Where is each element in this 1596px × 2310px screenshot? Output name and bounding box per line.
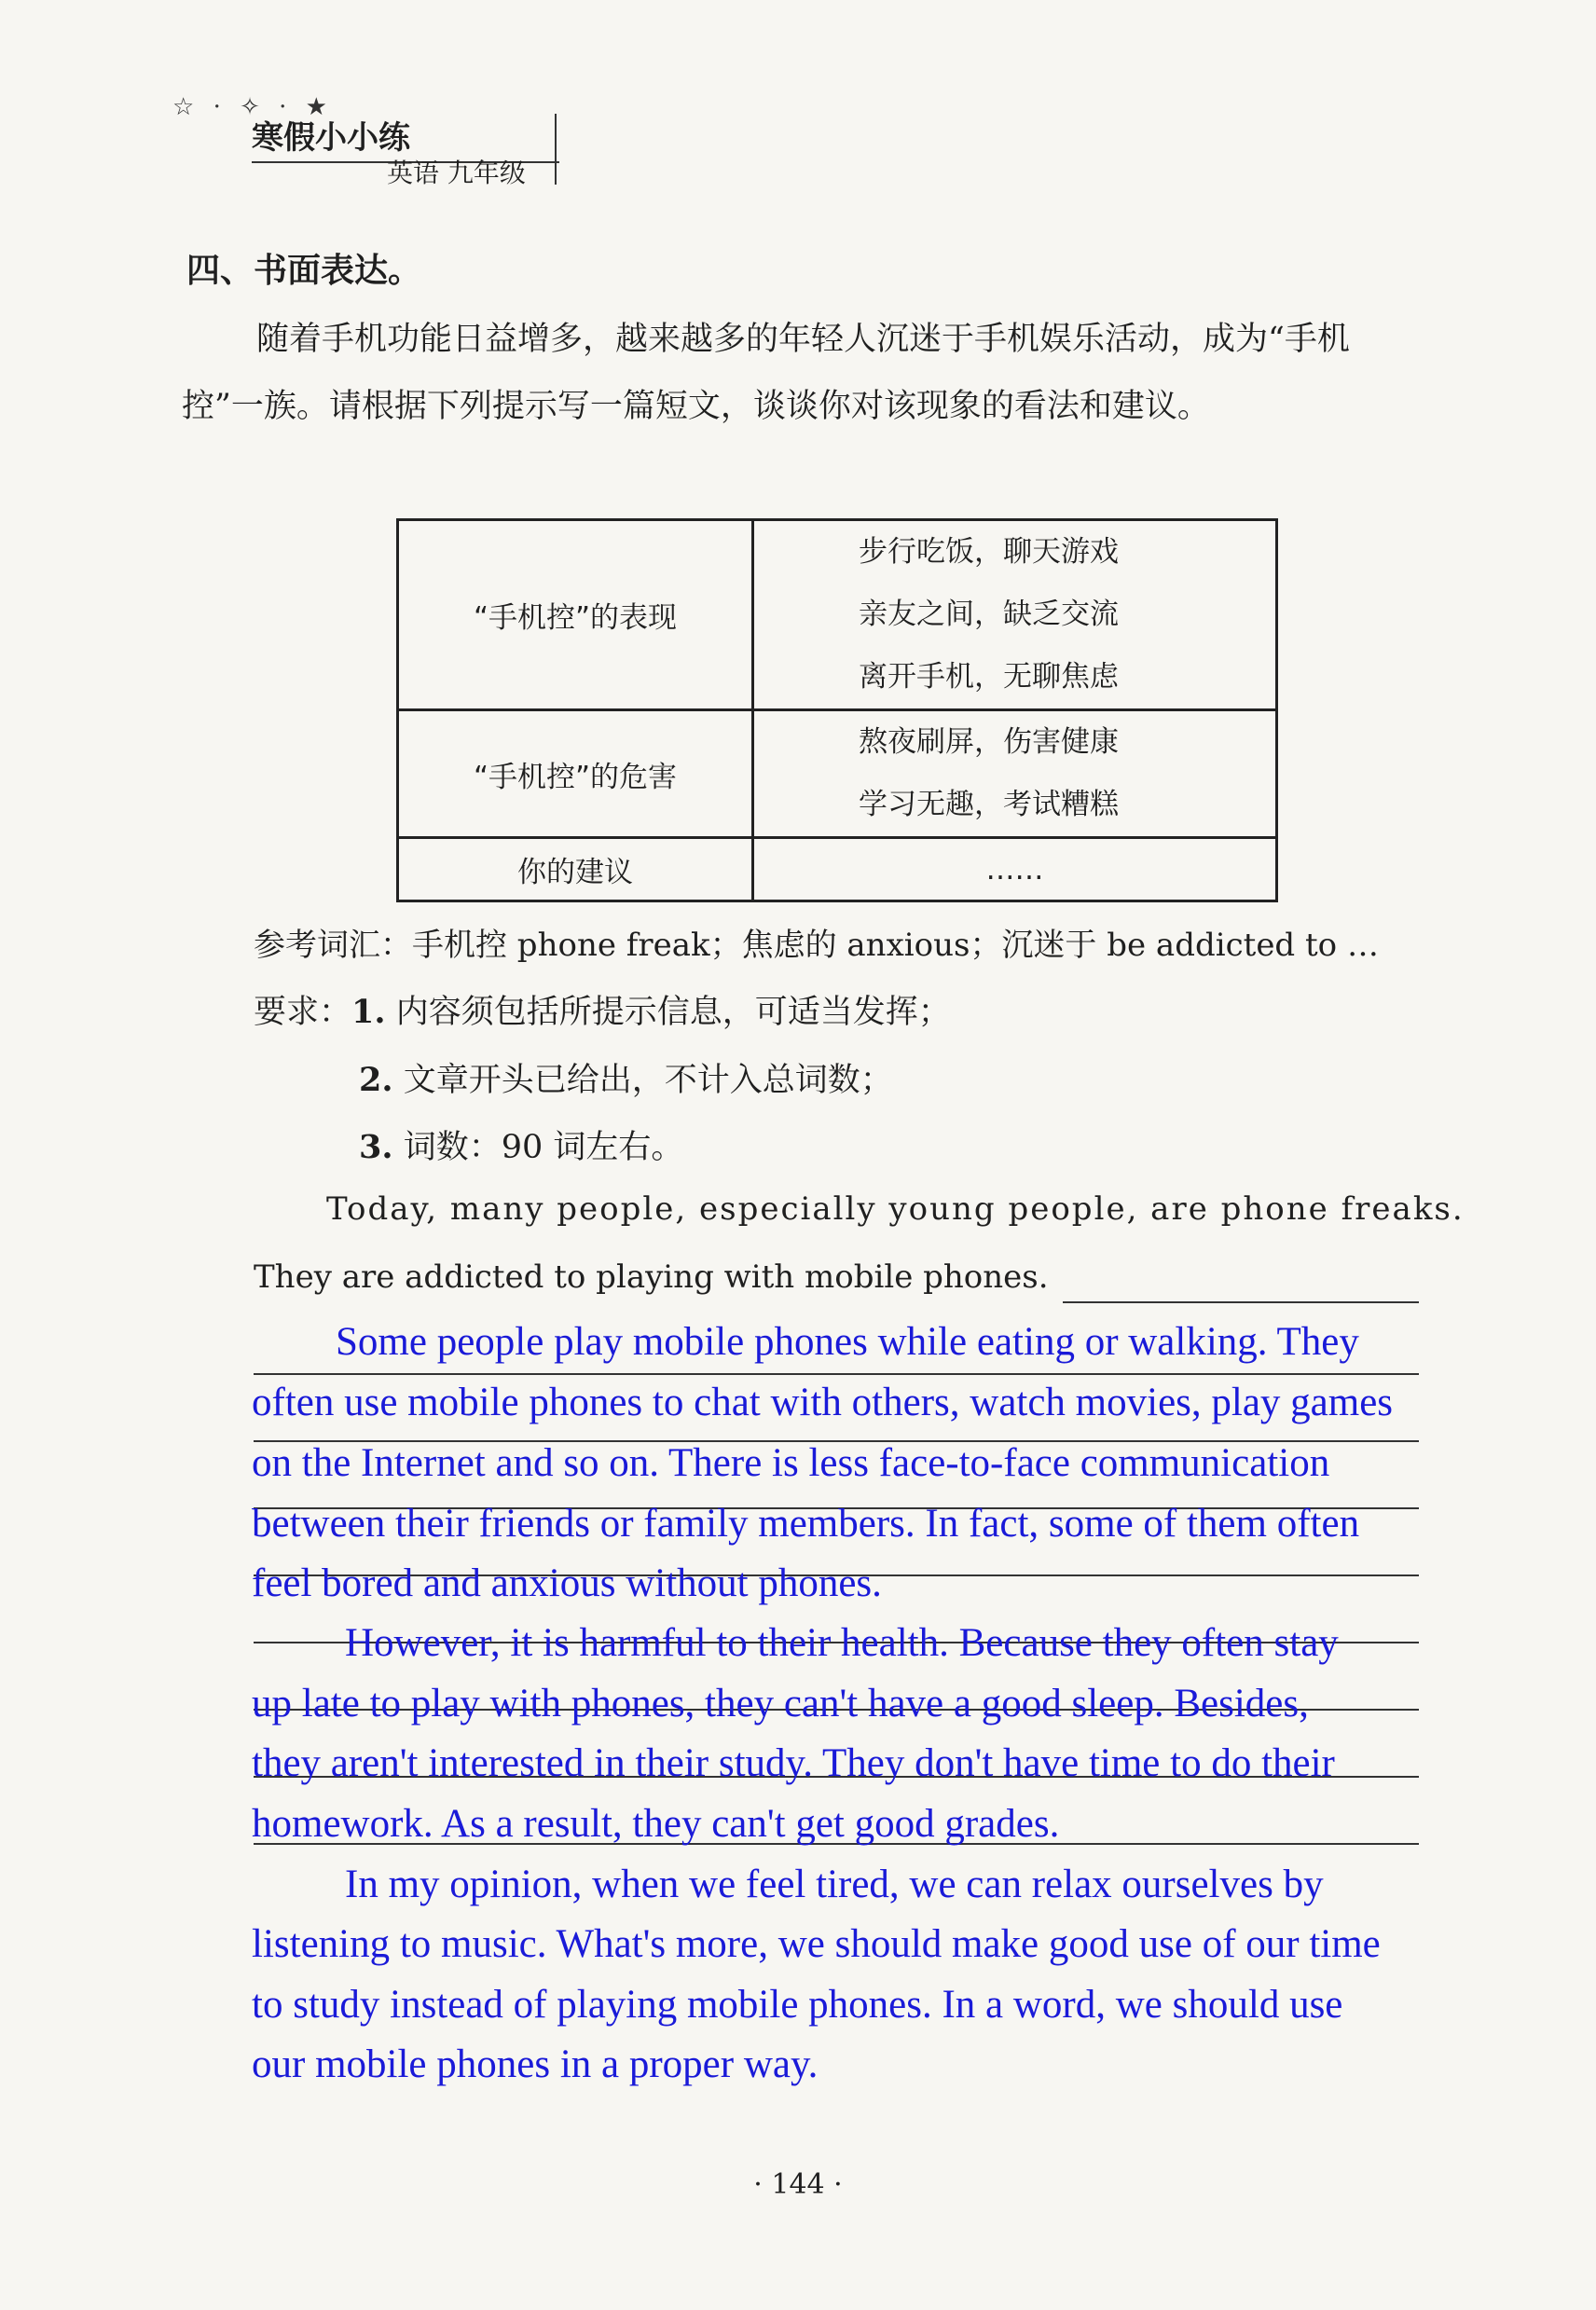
answer-line: Some people play mobile phones while eating or walking. They [336,1320,1359,1364]
requirement-2 [359,1054,893,1101]
essay-start-line-2: They are addicted to playing with mobile phones. [254,1258,1049,1296]
table-item: 亲友之间，缺乏交流 [859,598,1119,631]
answer-line: often use mobile phones to chat with others, watch movies, play games [252,1381,1394,1424]
requirements-label: 要求： [254,994,352,1031]
table-items [753,838,1277,901]
table-item: 步行吃饭，聊天游戏 [859,535,1119,569]
table-item: 熬夜刷屏，伤害健康 [859,725,1119,759]
table-category: “手机控”的危害 [398,710,753,838]
page-number: · 144 · [753,2168,843,2201]
essay-start-line-1: Today, many people, especially young people, are phone freaks. [326,1190,1465,1228]
answer-line: they aren't interested in their study. They don't have time to do their [252,1741,1335,1785]
answer-line: However, it is harmful to their health. Because they often stay [345,1621,1339,1665]
writing-line [254,1373,1419,1375]
requirement-number: 2. [359,1061,393,1099]
table-item: 学习无趣，考试糟糕 [859,788,1119,821]
table-item: 离开手机，无聊焦虑 [859,660,1119,694]
answer-line: homework. As a result, they can't get good grades. [252,1802,1060,1846]
answer-line: to study instead of playing mobile phones. In a word, we should use [252,1983,1343,2027]
book-header [172,93,564,186]
table-row [398,710,1277,838]
header-vrule [555,114,557,185]
answer-line: In my opinion, when we feel tired, we can relax ourselves by [345,1863,1324,1906]
requirement-text: 内容须包括所提示信息，可适当发挥； [395,994,951,1031]
requirement-text: 文章开头已给出，不计入总词数； [403,1062,893,1099]
hints-table [396,518,1278,902]
table-category: 你的建议 [398,838,753,901]
table-item: …… [985,852,1044,887]
answer-line: on the Internet and so on. There is less face-to-face communication [252,1441,1330,1485]
book-brand: 寒假小小练 [252,119,410,157]
answer-line: between their friends or family members. In fact, some of them often [252,1502,1360,1546]
table-category: “手机控”的表现 [398,520,753,710]
book-subject: 英语 九年级 [387,158,526,188]
answer-line: feel bored and anxious without phones. [252,1561,882,1605]
reference-vocab: 参考词汇：手机控 phone freak；焦虑的 anxious；沉迷于 be addicted to … [254,927,1379,964]
stars-icon: ☆ · ✧ · ★ [172,93,333,121]
table-row [398,520,1277,710]
writing-prompt: 随着手机功能日益增多，越来越多的年轻人沉迷于手机娱乐活动，成为“手机控”一族。请根据下列提示写一篇短文，谈谈你对该现象的看法和建议。 [182,321,1350,425]
requirement-3 [359,1121,683,1168]
answer-line: our mobile phones in a proper way. [252,2042,819,2086]
requirement-number: 1. [351,993,386,1031]
writing-line [1063,1301,1419,1303]
table-row [398,838,1277,901]
answer-line: listening to music. What's more, we should make good use of our time [252,1922,1381,1966]
requirement-number: 3. [359,1128,393,1166]
requirement-1 [254,986,951,1033]
table-items [753,520,1277,710]
requirement-text: 词数：90 词左右。 [403,1129,684,1166]
answer-line: up late to play with phones, they can't have a good sleep. Besides, [252,1682,1309,1726]
table-items [753,710,1277,838]
section-title: 四、书面表达。 [186,252,422,290]
